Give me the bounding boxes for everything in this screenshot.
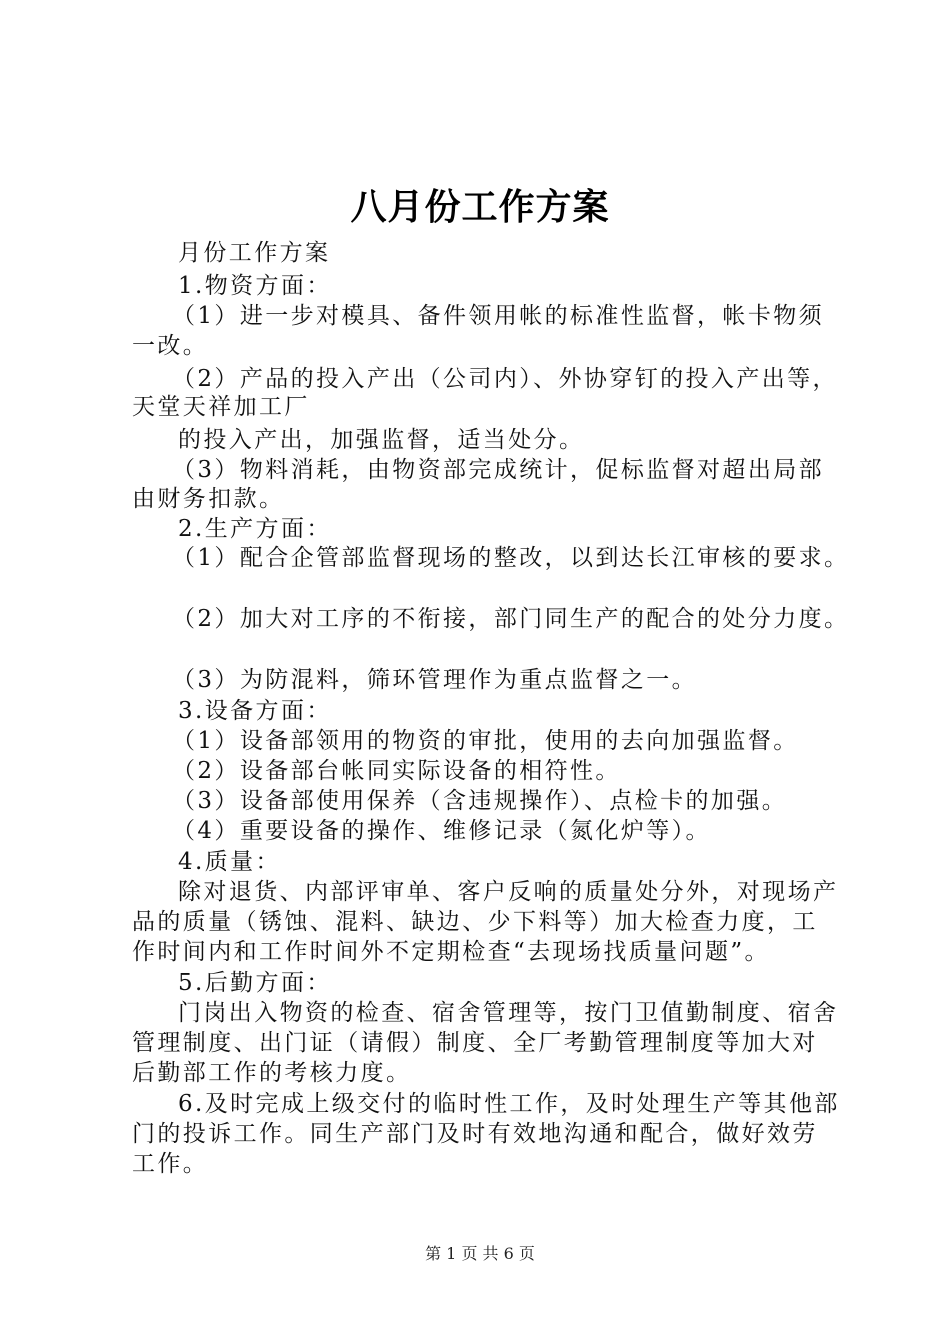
paragraph-line: 5.后勤方面： <box>178 970 332 996</box>
paragraph-line: （3）为防混料，筛环管理作为重点监督之一。 <box>172 667 698 693</box>
paragraph-line: （3）物料消耗，由物资部完成统计，促标监督对超出局部 <box>172 457 825 483</box>
paragraph-line: 3.设备方面： <box>178 698 332 724</box>
paragraph-line: （2）加大对工序的不衔接，部门同生产的配合的处分力度。 <box>172 606 850 632</box>
paragraph-line: 门岗出入物资的检查、宿舍管理等，按门卫值勤制度、宿舍 <box>178 1000 839 1026</box>
paragraph-line: （4）重要设备的操作、维修记录（氮化炉等）。 <box>172 818 711 844</box>
paragraph-line: 2.生产方面： <box>178 516 332 542</box>
paragraph-line: 后勤部工作的考核力度。 <box>132 1060 412 1086</box>
document-title: 八月份工作方案 <box>350 187 610 228</box>
paragraph-line: 一改。 <box>132 333 209 359</box>
paragraph-line: 作时间内和工作时间外不定期检查“去现场找质量问题”。 <box>132 939 770 965</box>
paragraph-line: 1.物资方面： <box>178 273 332 299</box>
paragraph-line: 工作。 <box>132 1151 209 1177</box>
paragraph-line: （1）设备部领用的物资的审批，使用的去向加强监督。 <box>172 728 799 754</box>
paragraph-line: 天堂天祥加工厂 <box>132 394 310 420</box>
paragraph-line: （1）配合企管部监督现场的整改，以到达长江审核的要求。 <box>172 545 850 571</box>
paragraph-line: 由财务扣款。 <box>132 486 285 512</box>
paragraph-line: 除对退货、内部评审单、客户反响的质量处分外，对现场产 <box>178 879 839 905</box>
paragraph-line: （1）进一步对模具、备件领用帐的标准性监督，帐卡物须 <box>172 303 825 329</box>
paragraph-line: 的投入产出，加强监督，适当处分。 <box>178 427 585 453</box>
paragraph-line: 门的投诉工作。同生产部门及时有效地沟通和配合，做好效劳 <box>132 1121 818 1147</box>
paragraph-line: 管理制度、出门证（请假）制度、全厂考勤管理制度等加大对 <box>132 1030 818 1056</box>
paragraph-line: 月份工作方案 <box>178 240 331 266</box>
paragraph-line: 4.质量： <box>178 849 281 875</box>
paragraph-line: （2）设备部台帐同实际设备的相符性。 <box>172 758 621 784</box>
paragraph-line: （3）设备部使用保养（含违规操作）、点检卡的加强。 <box>172 788 788 814</box>
paragraph-line: 6.及时完成上级交付的临时性工作，及时处理生产等其他部 <box>178 1091 840 1117</box>
paragraph-line: 品的质量（锈蚀、混料、缺边、少下料等）加大检查力度，工 <box>132 909 818 935</box>
paragraph-line: （2）产品的投入产出（公司内）、外协穿钉的投入产出等， <box>172 366 838 392</box>
page-footer: 第 1 页 共 6 页 <box>425 1244 535 1263</box>
